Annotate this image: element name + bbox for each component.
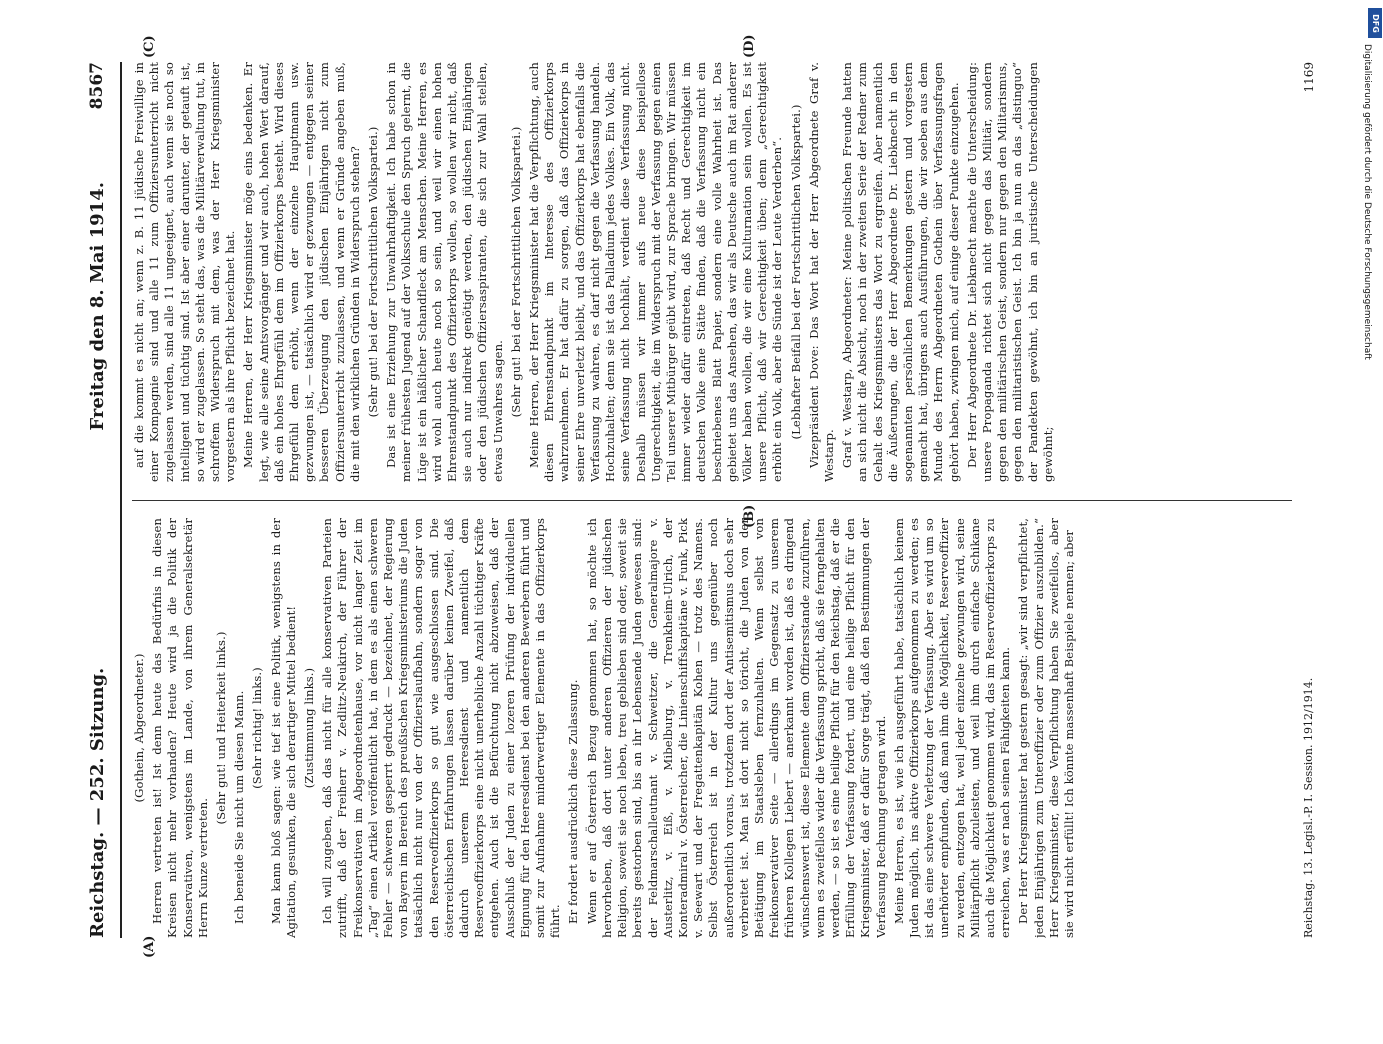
right-column (132, 62, 1292, 482)
paragraph: (Gothein, Abgeordneter.) (132, 653, 146, 803)
rotated-newspaper-page (52, 32, 1352, 968)
paragraph: Ich beneide Sie nicht um diesen Mann. (232, 690, 247, 924)
paragraph: Er fordert ausdrücklich diese Zulassung. (566, 679, 581, 924)
paragraph: auf die kommt es nicht an; wenn z. B. 11 jüdische Freiwillige in einer Kompagnie sind und alle 11 zum Offiziersunterricht nicht zugelassen werden, sind alle 11 ungeeignet, auch wenn sie noch so intelligent und tüchtig sind. Ist aber einer darunter, der getauft ist, so wird er zugelassen. So steht das, was die Militärverwaltung tut, in schroffem Widerspruch mit dem, was der Herr Kriegsminister vorgestern als ihre Pflicht bezeichnet hat. (132, 62, 238, 482)
paragraph: Der Herr Kriegsminister hat gestern gesagt: „wir sind verpflichtet, jeden Einjährigen zum Unteroffizier oder zum Offizier auszubilden.“ Herr Kriegsminister, diese Verpflichtung haben Sie zweifellos, aber sie wird nicht erfüllt! Ich könnte massenhaft Beispiele nennen; aber (1016, 518, 1076, 938)
paragraph: (Sehr gut! bei der Fortschrittlichen Volkspartei.) (508, 126, 523, 418)
header-left-title: Reichstag. — 252. Sitzung. (87, 667, 108, 938)
paragraph: Meine Herren, es ist, wie ich ausgeführt habe, tatsächlich keinem Juden möglich, ins aktive Offizierkorps aufgenommen zu werden; es ist das eine schwere Verletzung der Verfassung. Aber es wird um so unerhörter empfunden, daß man ihm die Möglichkeit, Reserveoffizier zu werden, entzogen hat, weil jeder einzelne gezwungen wird, seine Militärpflicht abzuleisten, und weil ihm durch einfache Schikane auch die Möglichkeit genommen wird, das im Reserveoffizierkorps zu erreichen, was er nach seinen Fähigkeiten kann. (891, 518, 1013, 938)
paragraph: (Zustimmung links.) (302, 667, 317, 789)
paragraph: Vizepräsident Dove: Das Wort hat der Herr Abgeordnete Graf v. Westarp. (806, 62, 836, 482)
paragraph: Der Herr Abgeordnete Dr. Liebknecht machte die Unterscheidung: unsere Propaganda richtet sich nicht gegen das Militär, sondern gegen den militärischen Geist, sondern nur gegen den Militarismus, gegen den militaristischen Geist. Ich bin ja nun an das „distinguo“ der Pandekten gewöhnt, ich bin an juristische Unterscheidungen gewöhnt; (964, 62, 1055, 482)
paragraph: (Sehr gut! und Heiterkeit links.) (214, 631, 229, 825)
paragraph: Wenn er auf Österreich Bezug genommen hat, so möchte ich hervorheben, daß dort unter anderen Offizieren der jüdischen Religion, soweit sie noch leben, treu geblieben sind oder, soweit sie bereits gestorben sind, bis an ihr Lebensende Juden gewesen sind: der Feldmarschalleutnant v. Schweitzer, die Generalmajore v. Austerlitz, v. Eiß, v. Mibelburg, v. Trenkheim-Ulrich, der Konteradmiral v. Österreicher, die Linienschiffskapitäne v. Funk, Pick v. Seewart und der Fregattenkapitän Kohen — trotz des Namens. Selbst Österreich ist in der Kultur uns gegenüber noch außerordentlich voraus, trotzdem dort der Antisemitismus doch sehr verbreitet ist. Man ist dort nicht so töricht, die Juden von der Betätigung im Staatsleben fernzuhalten. Wenn selbst von freikonservativer Seite — allerdings im Gegensatz zu unserem früheren Kollegen Liebert — anerkannt worden ist, daß es dringend wünschenswert ist, diese Elemente dem Offiziersstande zuzuführen, wenn es zweifellos wider die Verfassung spricht, daß sie ferngehalten werden, — so ist es eine heilige Pflicht für den Reichstag, daß er die Erfüllung der Verfassung fordert, und eine heilige Pflicht für den Kriegsminister, daß er dafür Sorge trägt, daß den Bestimmungen der Verfassung Rechnung getragen wird. (584, 518, 888, 938)
paragraph: (Sehr gut! bei der Fortschrittlichen Volkspartei.) (366, 126, 381, 418)
margin-mark-d: (D) (742, 34, 757, 58)
paragraph: Man kann bloß sagen: wie tief ist eine Politik, wenigstens in der Agitation, gesunken, die sich derartiger Mittel bedient! (268, 518, 298, 938)
footer-sheet-number: 1169 (1302, 62, 1316, 93)
paragraph: Meine Herren, der Herr Kriegsminister möge eins bedenken. Er legt, wie alle seine Amtsvorgänger und wir auch, hohen Wert darauf, daß ein hohes Ehrgefühl dem im Offizierkorps besteht. Wird dieses Ehrgefühl dem erhöht, wenn der einzelne Hauptmann usw. gezwungen ist, — tatsächlich wird er gezwungen — entgegen seiner besseren Überzeugung den jüdischen Einjährigen nicht zum Offiziersunterricht zuzulassen, und wenn er Gründe angeben muß, die mit den wirklichen Gründen in Widerspruch stehen? (241, 62, 362, 482)
page-footer (1302, 62, 1322, 938)
digitization-credit: Digitalisierung gefördert durch die Deutsche Forschungsgemeinschaft (1362, 44, 1372, 360)
page-header (87, 62, 117, 938)
dfg-logo: DFG (1368, 8, 1382, 38)
footer-session-info: Reichstag. 13. Legisl.-P. I. Session. 1912/1914. (1302, 677, 1315, 938)
paragraph: (Lebhafter Beifall bei der Fortschrittlichen Volkspartei.) (788, 104, 803, 440)
paragraph: Herren vertreten ist! Ist denn heute das Bedürfnis in diesen Kreisen nicht mehr vorhanden? Heute wird ja die Politik der Konservativen, wenigstens im Lande, von ihrem Generalsekretär Herrn Kunze vertreten. (150, 518, 210, 938)
left-column (132, 518, 1292, 938)
margin-mark-a: (A) (142, 935, 157, 958)
page-number: 8567 (87, 62, 107, 110)
paragraph: Graf v. Westarp, Abgeordneter: Meine politischen Freunde hatten an sich nicht die Absicht, noch in der zweiten Serie der Redner zum Gehalt des Kriegsministers das Wort zu ergreifen. Aber namentlich die Äußerungen, die der Herr Abgeordnete Dr. Liebknecht in den sogenannten persönlichen Bemerkungen gestern und vorgestern gemacht hat, übrigens auch Ausführungen, die wir soeben aus dem Munde des Herrn Abgeordneten Gothein über Verfassungsfragen gehört haben, zwingen mich, auf einige dieser Punkte einzugehen. (840, 62, 961, 482)
header-rule (120, 62, 122, 938)
paragraph: Das ist eine Erziehung zur Unwahrhaftigkeit. Ich habe schon in meiner frühesten Jugend auf der Volksschule den Spruch gelernt, die Lüge ist ein häßlicher Schandfleck am Menschen. Meine Herren, es wird wohl auch heute noch so sein, und weil wir einen hohen Ehrenstandpunkt des Offizierkorps wollen, so wollen wir nicht, daß sie auch nur indirekt genötigt werden, den jüdischen Einjährigen oder den jüdischen Offiziersaspiranten, die sich zur Wahl stellen, etwas Unwahres sagen. (384, 62, 505, 482)
margin-mark-b: (B) (742, 504, 757, 528)
paragraph: Ich will zugeben, daß das nicht für alle konservativen Parteien zutrifft, daß der Freiherr v. Zedlitz-Neukirch, der Führer der Freikonservativen im Abgeordnetenhause, vor nicht langer Zeit im „Tag“ einen Artikel veröffentlicht hat, in dem es als einen schweren Fehler — schweren gesperrt gedruckt — bezeichnet, der Regierung von Bayern im Bereich des preußischen Kriegsministeriums die Juden tatsächlich nicht nur von der Offizierslaufbahn, sondern sogar von den Reserveoffizierkorps so gut wie ausgeschlossen sind. Die österreichischen Erfahrungen lassen darüber keinen Zweifel, daß dadurch unserem Heeresdienst und namentlich dem Reserveoffizierkorps eine nicht unerhebliche Anzahl tüchtiger Kräfte entgehen. Auch ist die Befürchtung nicht abzuweisen, daß der Ausschluß der Juden zu einer lozeren Prüfung der individuellen Eignung für den Heeresdienst bei den anderen Bewerbern führt und somit zur Aufnahme minderwertiger Elemente in das Offizierkorps führt. (320, 518, 563, 938)
paragraph: Meine Herren, der Herr Kriegsminister hat die Verpflichtung, auch diesen Ehrenstandpunkt im Interesse des Offizierkorps wahrzunehmen. Er hat dafür zu sorgen, daß das Offizierkorps in seiner Ehre unverletzt bleibt, und das Offizierkorps hat ebenfalls die Verfassung zu wahren, es darf nicht gegen die Verfassung handeln. Hochzuhalten; denn sie ist das Palladium jedes Volkes. Ein Volk, das seine Verfassung nicht hochhält, verdient diese Verfassung nicht. Deshalb müssen wir immer aufs neue diese beispiellose Ungerechtigkeit, die im Widerspruch mit der Verfassung gegen einen Teil unserer Mitbürger geübt wird, zur Sprache bringen. Wir müssen immer wieder dafür eintreten, daß Recht und Gerechtigkeit im deutschen Volke eine Stätte finden, daß die Verfassung nicht ein beschriebenes Blatt Papier, sondern eine volle Wahrheit ist. Das gebietet uns das Ansehen, das wir als Deutsche auch im Rat anderer Völker haben wollen, die wir eine Kulturnation sein wollen. Es ist unsere Pflicht, daß wir Gerechtigkeit üben; denn „Gerechtigkeit erhöht ein Volk, aber die Sünde ist der Leute Verderben“. (527, 62, 785, 482)
paragraph: (Sehr richtig! links.) (250, 667, 265, 789)
header-date: Freitag den 8. Mai 1914. (87, 182, 108, 431)
margin-mark-c: (C) (142, 35, 157, 58)
column-divider (132, 500, 1292, 501)
